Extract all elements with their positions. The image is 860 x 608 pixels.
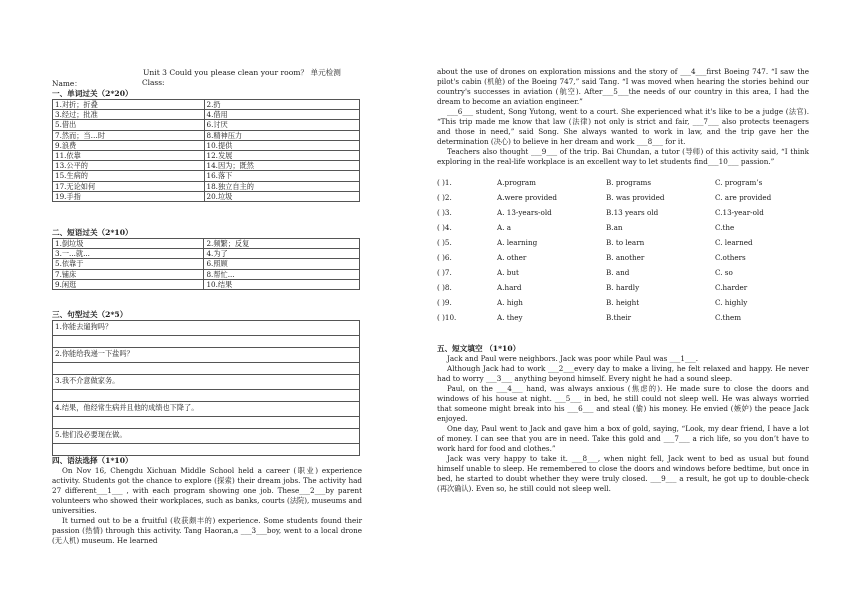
option-c: C.the — [715, 223, 735, 232]
option-b: B. height — [606, 298, 640, 307]
option-a: A.hard — [497, 283, 522, 292]
table-cell: 3.一...就... — [53, 249, 204, 259]
table-cell: 8.帮忙... — [204, 269, 360, 279]
question-number[interactable]: ( )10. — [437, 313, 457, 322]
answer-cell[interactable] — [53, 444, 360, 456]
passage-paragraph: Teachers also thought ___9___ of the trip. Bai Chundan, a tutor (导师) of this activity said, “I think exploring in the real-life workplace is an excellent way to let students find___10___ passion.” — [437, 147, 809, 166]
passage-paragraph: Paul, on the ___4___ hand, was always anxious (焦虑的). He made sure to close the doors and windows of his house at night. ___5___ in bed, he still could not sleep well. He was always worried that someone might break into his ___6___ and steal (偷) his money. He envied (嫉妒) the peace Jack enjoyed. — [437, 384, 809, 423]
option-row — [437, 298, 809, 313]
table-row — [53, 249, 360, 259]
table-cell: 11.依靠 — [53, 150, 205, 160]
name-label: Name： — [52, 79, 82, 88]
passage-paragraph: Jack was very happy to take it. ___8___, when night fell, Jack went to bed as usual but found himself unable to sleep. He remembered to close the doors and windows before bedtime, but once in bed, he started to doubt whether they were truly closed. ___9___ a result, he got up to double-check (再次确认). Even so, he still could not sleep well. — [437, 454, 809, 493]
table-cell: 5.依靠于 — [53, 259, 204, 269]
table-row — [53, 100, 360, 110]
table-cell: 3.经过；批准 — [53, 110, 205, 120]
answer-cell[interactable] — [53, 417, 360, 429]
table-cell: 13.公平的 — [53, 161, 205, 171]
option-b: B.13 years old — [606, 208, 659, 217]
option-a: A. high — [497, 298, 523, 307]
question-number[interactable]: ( )3. — [437, 208, 452, 217]
table-row — [53, 110, 360, 120]
option-b: B.their — [606, 313, 632, 322]
option-row — [437, 178, 809, 193]
table-row — [53, 429, 360, 444]
option-a: A. 13-years-old — [497, 208, 552, 217]
option-c: C.them — [715, 313, 742, 322]
option-row — [437, 208, 809, 223]
passage-paragraph: One day, Paul went to Jack and gave him a box of gold, saying, “Look, my dear friend, I have a lot of money. I can see that you are in need. Take this gold and ___7___ a rich life, so you don’t have to work hard for food and clothes.” — [437, 424, 809, 453]
table-cell: 1.倒垃圾 — [53, 239, 204, 249]
section5-heading: 五、短文填空 （1*10） — [437, 344, 521, 353]
option-b: B.an — [606, 223, 623, 232]
option-a: A. but — [497, 268, 519, 277]
table-row — [53, 269, 360, 279]
option-row — [437, 253, 809, 268]
option-c: C.others — [715, 253, 746, 262]
passage-paragraph: ___6___ student, Song Yutong, went to a court. She experienced what it's like to be a judge (法官). “This trip made me know that law (法律) not only is strict and fair, ___7___ also protects teenagers and those in need,” said Song. She always wanted to work in law, and the trip gave her the determination (决心) to believe in her dream and work ___8___ for it. — [437, 107, 809, 146]
option-b: B. and — [606, 268, 630, 277]
table-cell: 15.生病的 — [53, 171, 205, 181]
answer-row[interactable] — [53, 336, 360, 348]
option-c: C. learned — [715, 238, 753, 247]
answer-row[interactable] — [53, 417, 360, 429]
phrase-table — [52, 238, 360, 290]
table-row — [53, 120, 360, 130]
table-cell: 20.垃圾 — [204, 191, 359, 201]
grammar-passage-right — [437, 67, 809, 167]
option-b: B. was provided — [606, 193, 665, 202]
section4-heading: 四、语法选择（1*10） — [52, 456, 133, 465]
option-a: A.were provided — [497, 193, 558, 202]
question-number[interactable]: ( )1. — [437, 178, 452, 187]
passage-paragraph: Jack and Paul were neighbors. Jack was poor while Paul was ___1___. — [447, 354, 699, 363]
answer-cell[interactable] — [53, 363, 360, 375]
option-c: C.harder — [715, 283, 748, 292]
option-c: C. highly — [715, 298, 748, 307]
table-cell: 10.结果 — [204, 279, 360, 289]
sentence-table — [52, 320, 360, 456]
answer-row[interactable] — [53, 363, 360, 375]
table-cell: 7.铺床 — [53, 269, 204, 279]
section2-heading: 二、短语过关（2*10） — [52, 228, 133, 237]
class-label: Class: — [142, 78, 165, 87]
option-row — [437, 193, 809, 208]
cloze-passage — [437, 354, 809, 494]
grammar-passage-left — [52, 466, 362, 546]
table-row — [53, 191, 360, 201]
option-b: B. another — [606, 253, 645, 262]
vocab-table — [52, 99, 360, 202]
sentence-prompt: 1.你能去遛狗吗？ — [53, 321, 360, 336]
table-cell: 9.浪费 — [53, 140, 205, 150]
table-cell: 5.借出 — [53, 120, 205, 130]
question-number[interactable]: ( )8. — [437, 283, 452, 292]
question-number[interactable]: ( )2. — [437, 193, 452, 202]
option-c: C. so — [715, 268, 733, 277]
grammar-options — [437, 178, 809, 328]
table-row — [53, 239, 360, 249]
table-row — [53, 181, 360, 191]
section1-heading: 一、单词过关（2*20） — [52, 89, 133, 98]
question-number[interactable]: ( )7. — [437, 268, 452, 277]
answer-cell[interactable] — [53, 390, 360, 402]
passage-paragraph: about the use of drones on exploration missions and the story of ___4___first Boeing 747. “I saw the pilot's cabin (机舱) of the Boeing 747,” said Tang. “I was moved when hearing the stories behind our country's successes in aviation (航空). After___5___the needs of our country in this area, I had the dream to become an aviation engineer.” — [437, 67, 809, 106]
table-cell: 7.然而；当…时 — [53, 130, 205, 140]
option-b: B. hardly — [606, 283, 640, 292]
sentence-prompt: 4.结果，他经常生病并且他的成绩也下降了。 — [53, 402, 360, 417]
question-number[interactable]: ( )4. — [437, 223, 452, 232]
table-row — [53, 140, 360, 150]
answer-row[interactable] — [53, 444, 360, 456]
table-row — [53, 321, 360, 336]
option-a: A. they — [497, 313, 523, 322]
section3-heading: 三、句型过关（2*5） — [52, 310, 128, 319]
table-row — [53, 348, 360, 363]
sentence-prompt: 3.我不介意做家务。 — [53, 375, 360, 390]
table-cell: 19.手指 — [53, 191, 205, 201]
table-row — [53, 171, 360, 181]
sentence-prompt: 5.他们没必要现在做。 — [53, 429, 360, 444]
passage-paragraph: Although Jack had to work ___2___every day to make a living, he felt relaxed and happy. He never had to worry ___3___ anything beyond himself. Every night he had a sound sleep. — [437, 364, 809, 383]
option-row — [437, 283, 809, 298]
table-cell: 4.为了 — [204, 249, 360, 259]
option-c: C. are provided — [715, 193, 772, 202]
question-number[interactable]: ( )9. — [437, 298, 452, 307]
table-cell: 2.频繁；反复 — [204, 239, 360, 249]
answer-row[interactable] — [53, 390, 360, 402]
worksheet-title: Unit 3 Could you please clean your room？ 单元检测 — [143, 68, 341, 77]
option-b: B. to learn — [606, 238, 645, 247]
passage-paragraph: On Nov 16, Chengdu Xichuan Middle School held a career (职业) experience activity. Students got the chance to explore (探索) their dream jobs. The activity had 27 different___1___ , with each program showing one job. These___2___by parent volunteers who showed their workplaces, such as banks, courts (法院), museums and universities. — [52, 466, 362, 515]
option-a: A. other — [497, 253, 527, 262]
option-row — [437, 238, 809, 253]
option-a: A. learning — [497, 238, 538, 247]
table-row — [53, 375, 360, 390]
option-b: B. programs — [606, 178, 652, 187]
table-cell: 6.讨厌 — [204, 120, 359, 130]
question-number[interactable]: ( )5. — [437, 238, 452, 247]
option-c: C. program’s — [715, 178, 763, 187]
table-cell: 4.借用 — [204, 110, 359, 120]
passage-paragraph: It turned out to be a fruitful (收获颇丰的) experience. Some students found their passion (热情) through this activity. Tang Haoran,a ___3___boy, went to a local drone (无人机) museum. He learned — [52, 516, 362, 545]
table-row — [53, 150, 360, 160]
option-a: A. a — [497, 223, 512, 232]
table-row — [53, 161, 360, 171]
answer-cell[interactable] — [53, 336, 360, 348]
sentence-prompt: 2.你能给我递一下盐吗？ — [53, 348, 360, 363]
table-row — [53, 402, 360, 417]
question-number[interactable]: ( )6. — [437, 253, 452, 262]
table-row — [53, 259, 360, 269]
table-cell: 10.提供 — [204, 140, 359, 150]
table-cell: 16.落下 — [204, 171, 359, 181]
table-row — [53, 279, 360, 289]
table-cell: 1.对折；折叠 — [53, 100, 205, 110]
table-cell: 9.闲逛 — [53, 279, 204, 289]
table-cell: 2.扔 — [204, 100, 359, 110]
table-cell: 12.发展 — [204, 150, 359, 160]
table-cell: 6.照顾 — [204, 259, 360, 269]
table-cell: 18.独立自主的 — [204, 181, 359, 191]
option-c: C.13-year-old — [715, 208, 764, 217]
table-row — [53, 130, 360, 140]
table-cell: 14.因为；既然 — [204, 161, 359, 171]
option-row — [437, 223, 809, 238]
option-row — [437, 268, 809, 283]
table-cell: 17.无论如何 — [53, 181, 205, 191]
option-row — [437, 313, 809, 328]
table-cell: 8.精神压力 — [204, 130, 359, 140]
option-a: A.program — [497, 178, 536, 187]
